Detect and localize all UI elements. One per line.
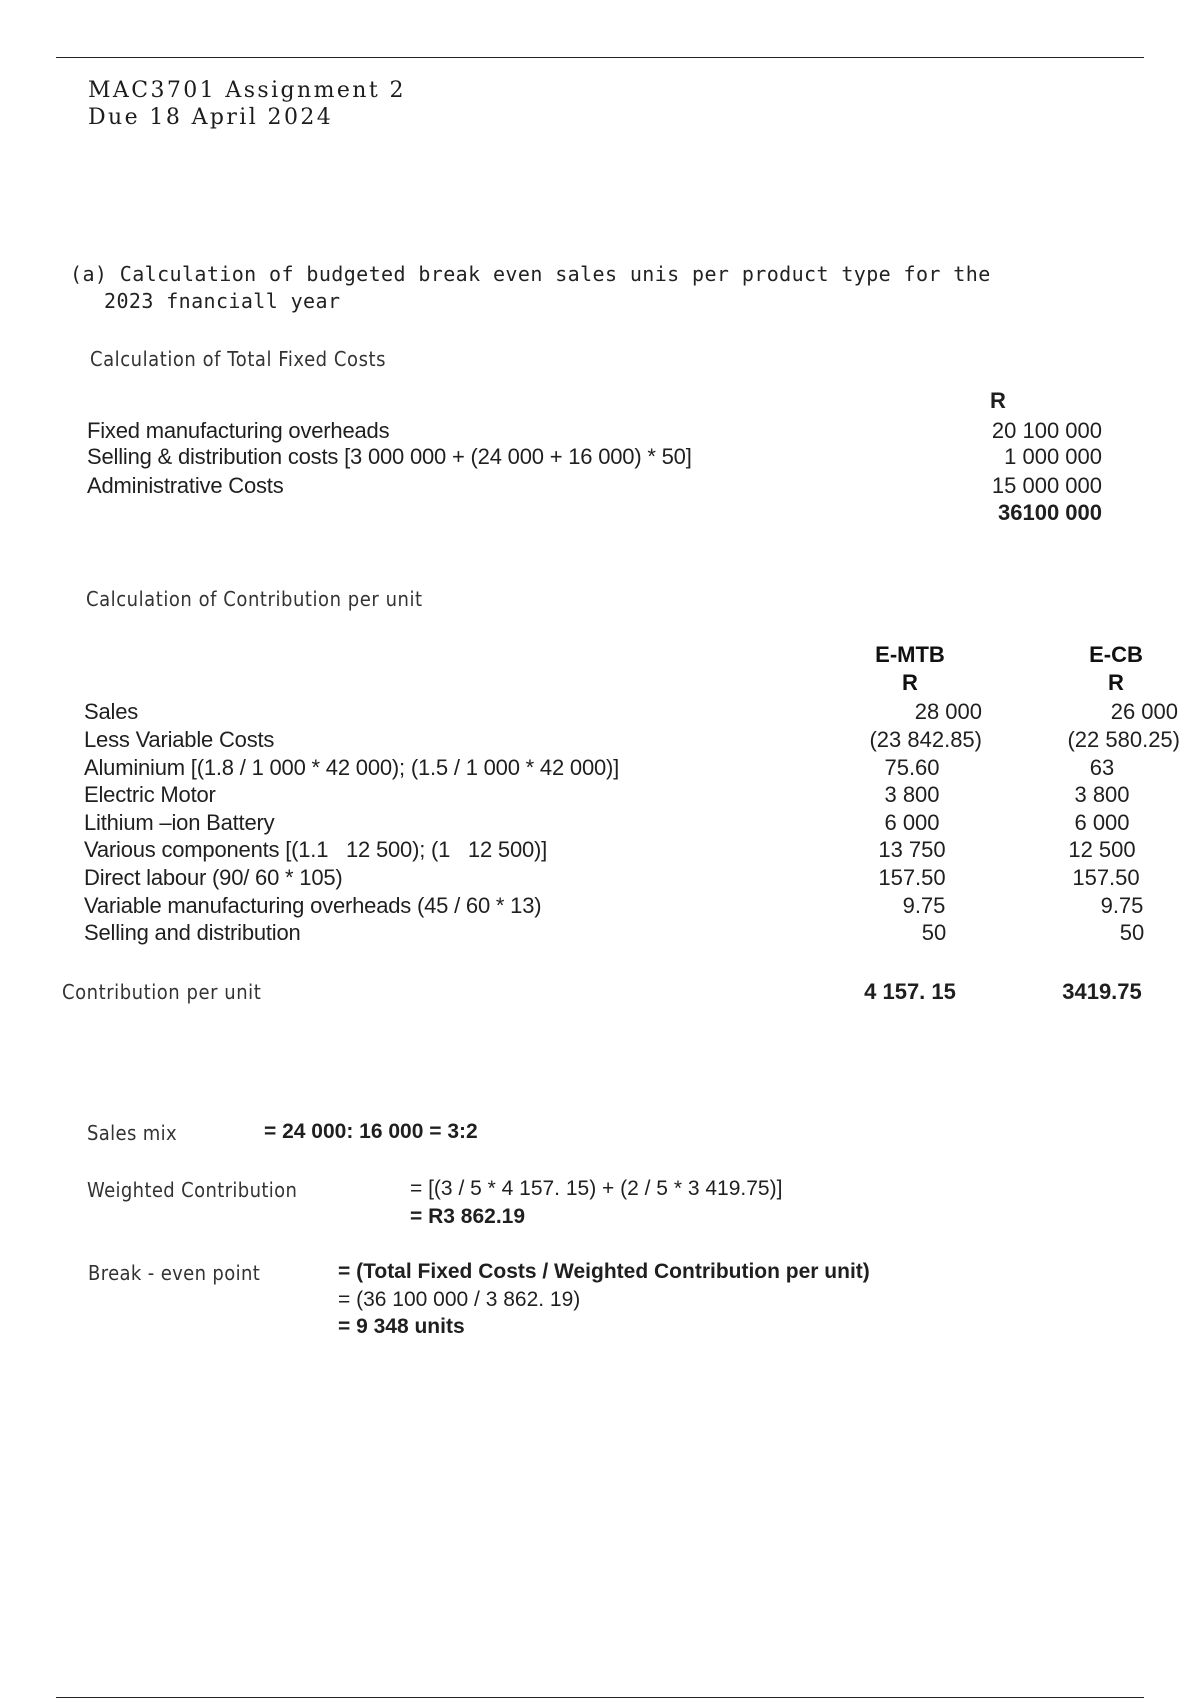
contribution-value-ecb: 157.50 xyxy=(1072,865,1140,890)
contribution-value-ecb: 26 000 xyxy=(1110,699,1178,724)
contribution-row-label: Variable manufacturing overheads (45 / 60 * 13) xyxy=(84,893,542,918)
bottom-rule xyxy=(56,1697,1144,1698)
sales-mix-label: Sales mix xyxy=(87,1121,178,1145)
due-date: Due 18 April 2024 xyxy=(88,105,334,130)
contribution-total-label: Contribution per unit xyxy=(62,980,262,1004)
contribution-value-emtb: (23 842.85) xyxy=(869,727,982,752)
contribution-row-label: Various components [(1.1 12 500); (1 12 500)] xyxy=(84,837,548,862)
contribution-value-emtb: 75.60 xyxy=(884,755,940,780)
contribution-row-label: Sales xyxy=(84,699,139,724)
break-even-formula: = (Total Fixed Costs / Weighted Contribution per unit) xyxy=(338,1260,870,1283)
contribution-row-label: Aluminium [(1.8 / 1 000 * 42 000); (1.5 / 1 000 * 42 000)] xyxy=(84,755,620,780)
weighted-contribution-result: = R3 862.19 xyxy=(410,1205,526,1228)
fixed-cost-value: 1 000 000 xyxy=(1004,444,1102,469)
contribution-value-ecb: 12 500 xyxy=(1068,837,1136,862)
fixed-costs-currency: R xyxy=(990,388,1006,413)
sales-mix-value: = 24 000: 16 000 = 3:2 xyxy=(264,1120,478,1143)
contribution-value-emtb: 157.50 xyxy=(878,865,946,890)
column-currency-emtb: R xyxy=(902,670,918,695)
fixed-cost-label: Administrative Costs xyxy=(87,473,284,498)
question-line-1: (a) Calculation of budgeted break even sales unis per product type for the xyxy=(70,262,991,286)
break-even-substitution: = (36 100 000 / 3 862. 19) xyxy=(338,1288,581,1311)
contribution-row-label: Direct labour (90/ 60 * 105) xyxy=(84,865,343,890)
contribution-value-ecb: 63 xyxy=(1089,755,1115,780)
contribution-row-label: Electric Motor xyxy=(84,782,216,807)
contribution-value-emtb: 50 xyxy=(921,920,947,945)
break-even-label: Break - even point xyxy=(88,1261,261,1285)
column-header-emtb: E-MTB xyxy=(875,642,945,667)
contribution-value-ecb: (22 580.25) xyxy=(1067,727,1180,752)
fixed-cost-label: Fixed manufacturing overheads xyxy=(87,418,390,443)
contribution-row-label: Less Variable Costs xyxy=(84,727,275,752)
question-line-2: 2023 fnanciall year xyxy=(104,289,341,313)
contribution-value-ecb: 50 xyxy=(1119,920,1145,945)
column-header-ecb: E-CB xyxy=(1089,642,1143,667)
contribution-value-emtb: 9.75 xyxy=(902,893,946,918)
break-even-result: = 9 348 units xyxy=(338,1315,465,1338)
fixed-cost-value: 20 100 000 xyxy=(991,418,1102,443)
contribution-value-emtb: 3 800 xyxy=(884,782,940,807)
fixed-costs-total: 36100 000 xyxy=(998,500,1102,525)
top-rule xyxy=(56,57,1144,58)
contribution-value-emtb: 13 750 xyxy=(878,837,946,862)
contribution-value-emtb: 28 000 xyxy=(914,699,982,724)
contribution-row-label: Lithium –ion Battery xyxy=(84,810,275,835)
document-code: MAC3701 Assignment 2 xyxy=(88,78,406,103)
weighted-contribution-formula: = [(3 / 5 * 4 157. 15) + (2 / 5 * 3 419.75)] xyxy=(410,1177,783,1200)
fixed-costs-heading: Calculation of Total Fixed Costs xyxy=(90,347,387,371)
fixed-cost-label: Selling & distribution costs [3 000 000 + (24 000 + 16 000) * 50] xyxy=(87,444,692,469)
column-currency-ecb: R xyxy=(1108,670,1124,695)
contribution-value-emtb: 6 000 xyxy=(884,810,940,835)
weighted-contribution-label: Weighted Contribution xyxy=(87,1178,298,1202)
contribution-row-label: Selling and distribution xyxy=(84,920,301,945)
contribution-value-ecb: 6 000 xyxy=(1074,810,1130,835)
fixed-cost-value: 15 000 000 xyxy=(991,473,1102,498)
contribution-value-ecb: 9.75 xyxy=(1100,893,1144,918)
contribution-heading: Calculation of Contribution per unit xyxy=(86,587,423,611)
contribution-total-ecb: 3419.75 xyxy=(1062,979,1142,1004)
contribution-total-emtb: 4 157. 15 xyxy=(864,979,956,1004)
contribution-value-ecb: 3 800 xyxy=(1074,782,1130,807)
